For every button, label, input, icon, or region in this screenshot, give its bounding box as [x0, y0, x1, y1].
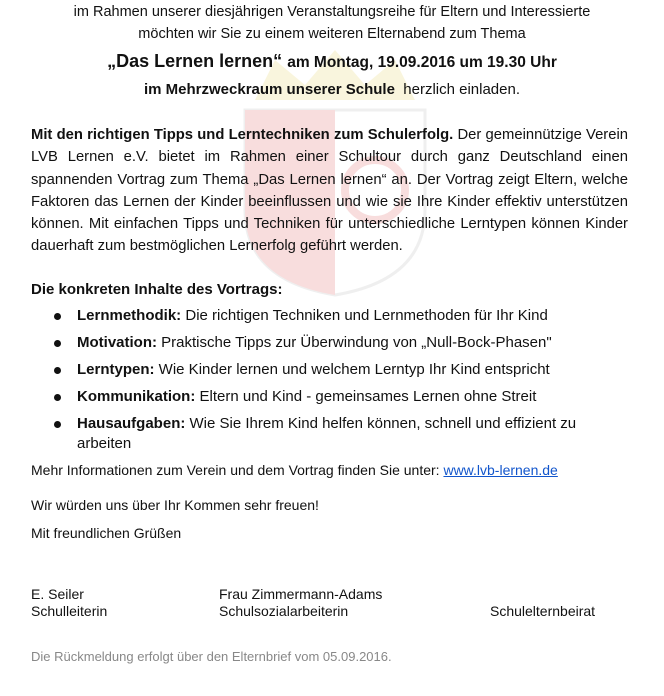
- bullet-term: Lerntypen:: [77, 361, 155, 378]
- bullet-text: Praktische Tipps zur Überwindung von „Null-Bock-Phasen": [157, 334, 552, 351]
- intro-line-1: im Rahmen unserer diesjährigen Veranstaltungsreihe für Eltern und Interessierte: [73, 4, 591, 20]
- event-invite-suffix: herzlich einladen.: [403, 81, 521, 98]
- description-paragraph: [31, 124, 628, 258]
- paragraph-lead: Mit den richtigen Tipps und Lerntechniken zum Schulerfolg.: [31, 127, 454, 143]
- event-title: „Das Lernen lernen“: [107, 51, 283, 71]
- bullet-text: Die richtigen Techniken und Lernmethoden für Ihr Kind: [181, 307, 548, 324]
- list-item: [50, 414, 617, 454]
- signature-role: Schulelternbeirat: [490, 603, 596, 619]
- contents-heading: Die konkreten Inhalte des Vortrags:: [31, 281, 283, 298]
- signature-name: E. Seiler: [31, 586, 84, 602]
- signature-role: Schulleiterin: [31, 603, 108, 619]
- contents-list: [50, 306, 630, 461]
- bullet-term: Motivation:: [77, 334, 157, 351]
- bullet-text: Eltern und Kind - gemeinsames Lernen ohne Streit: [195, 388, 537, 405]
- signature-name: Frau Zimmermann-Adams: [219, 586, 383, 602]
- bullet-text: Wie Sie Ihrem Kind helfen können, schnell und effizient zu arbeiten: [77, 415, 577, 452]
- event-headline: [0, 51, 664, 72]
- list-item: [50, 306, 630, 326]
- website-link[interactable]: www.lvb-lernen.de: [443, 462, 558, 478]
- list-item: [50, 387, 630, 407]
- signature-role: Schulsozialarbeiterin: [219, 603, 349, 619]
- list-item: [50, 333, 630, 353]
- more-info: [31, 462, 558, 478]
- bullet-term: Hausaufgaben:: [77, 415, 186, 432]
- paragraph-body: Der gemeinnützige Verein LVB Lernen e.V. bietet im Rahmen einer Schultour durch ganz Deutschland einen spannenden Vortrag zum Thema „Das Lernen lernen“ an. Der Vortrag zeigt Eltern, welche Faktoren das Lernen der Kinder beeinflussen und wie sie Ihre Kinder effektiv unterstützen können. Mit einfachen Tipps und Techniken für unterschiedliche Lerntypen können Kinder dauerhaft zum bestmöglichen Lernerfolg geführt werden.: [31, 127, 628, 255]
- signature-3: [490, 603, 595, 620]
- event-date: am Montag, 19.09.2016 um 19.30 Uhr: [287, 54, 557, 71]
- intro-line-2: möchten wir Sie zu einem weiteren Elternabend zum Thema: [138, 26, 526, 42]
- event-location: [0, 81, 664, 98]
- closing-line-1: Wir würden uns über Ihr Kommen sehr freuen!: [31, 497, 319, 513]
- footer-note: Die Rückmeldung erfolgt über den Elternbrief vom 05.09.2016.: [31, 649, 392, 664]
- more-info-text: Mehr Informationen zum Verein und dem Vortrag finden Sie unter:: [31, 462, 444, 478]
- event-place: im Mehrzweckraum unserer Schule: [143, 81, 395, 98]
- list-item: [50, 360, 630, 380]
- intro-text: [0, 1, 664, 45]
- closing-line-2: Mit freundlichen Grüßen: [31, 525, 182, 541]
- signature-1: [31, 586, 107, 620]
- bullet-text: Wie Kinder lernen und welchem Lerntyp Ihr Kind entspricht: [154, 361, 550, 378]
- signature-2: [219, 586, 382, 620]
- bullet-term: Lernmethodik:: [77, 307, 182, 324]
- bullet-term: Kommunikation:: [77, 388, 196, 405]
